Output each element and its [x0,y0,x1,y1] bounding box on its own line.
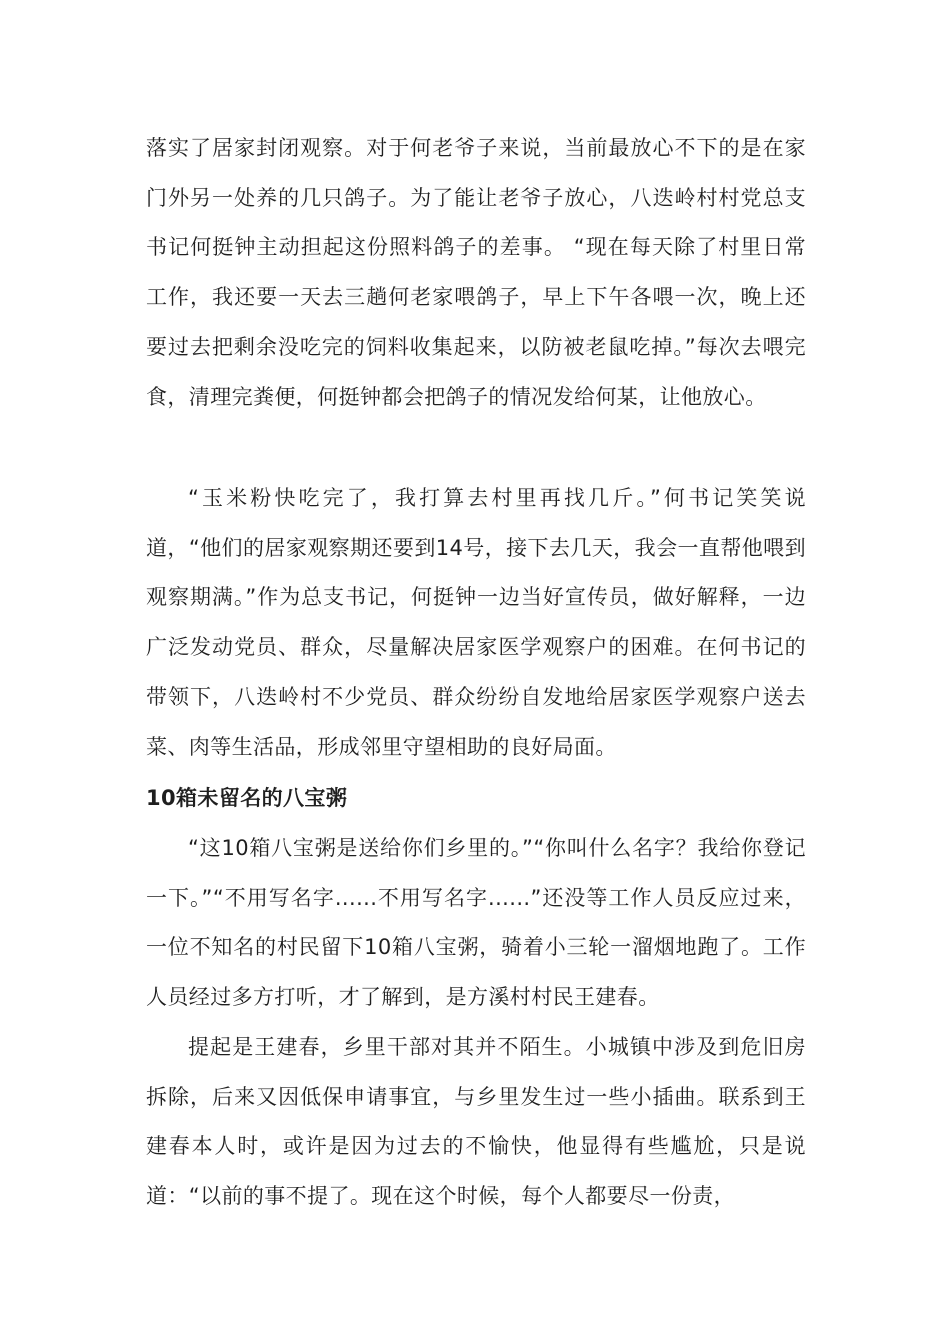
paragraph: 落实了居家封闭观察。对于何老爷子来说，当前最放心不下的是在家门外另一处养的几只鸽子。为了能让老爷子放心，八迭岭村村党总支书记何挺钟主动担起这份照料鸽子的差事。 “现在每天除了村里日常工作，我还要一天去三趟何老家喂鸽子，早上下午各喂一次，晚上还要过去把剩余没吃完的饲料收集起来，以防被老鼠吃掉。”每次去喂完食，清理完粪便，何挺钟都会把鸽子的情况发给何某，让他放心。 [146,136,806,409]
paragraph: “这10箱八宝粥是送给你们乡里的。”“你叫什么名字？我给你登记一下。”“不用写名字......不用写名字......”还没等工作人员反应过来，一位不知名的村民留下10箱八宝粥，骑着小三轮一溜烟地跑了。工作人员经过多方打听，才了解到，是方溪村村民王建春。 [146,836,806,1010]
paragraph: 提起是王建春，乡里干部对其并不陌生。小城镇中涉及到危旧房拆除，后来又因低保申请事宜，与乡里发生过一些小插曲。联系到王建春本人时，或许是因为过去的不愉快，他显得有些尴尬，只是说道：“以前的事不提了。现在这个时候，每个人都要尽一份责， [146,1035,806,1209]
section-heading: 10箱未留名的八宝粥 [146,786,348,810]
paragraph: “玉米粉快吃完了，我打算去村里再找几斤。”何书记笑笑说道，“他们的居家观察期还要到14号，接下去几天，我会一直帮他喂到观察期满。”作为总支书记，何挺钟一边当好宣传员，做好解释，一边广泛发动党员、群众，尽量解决居家医学观察户的困难。在何书记的带领下，八迭岭村不少党员、群众纷纷自发地给居家医学观察户送去菜、肉等生活品，形成邻里守望相助的良好局面。 [146,486,806,759]
